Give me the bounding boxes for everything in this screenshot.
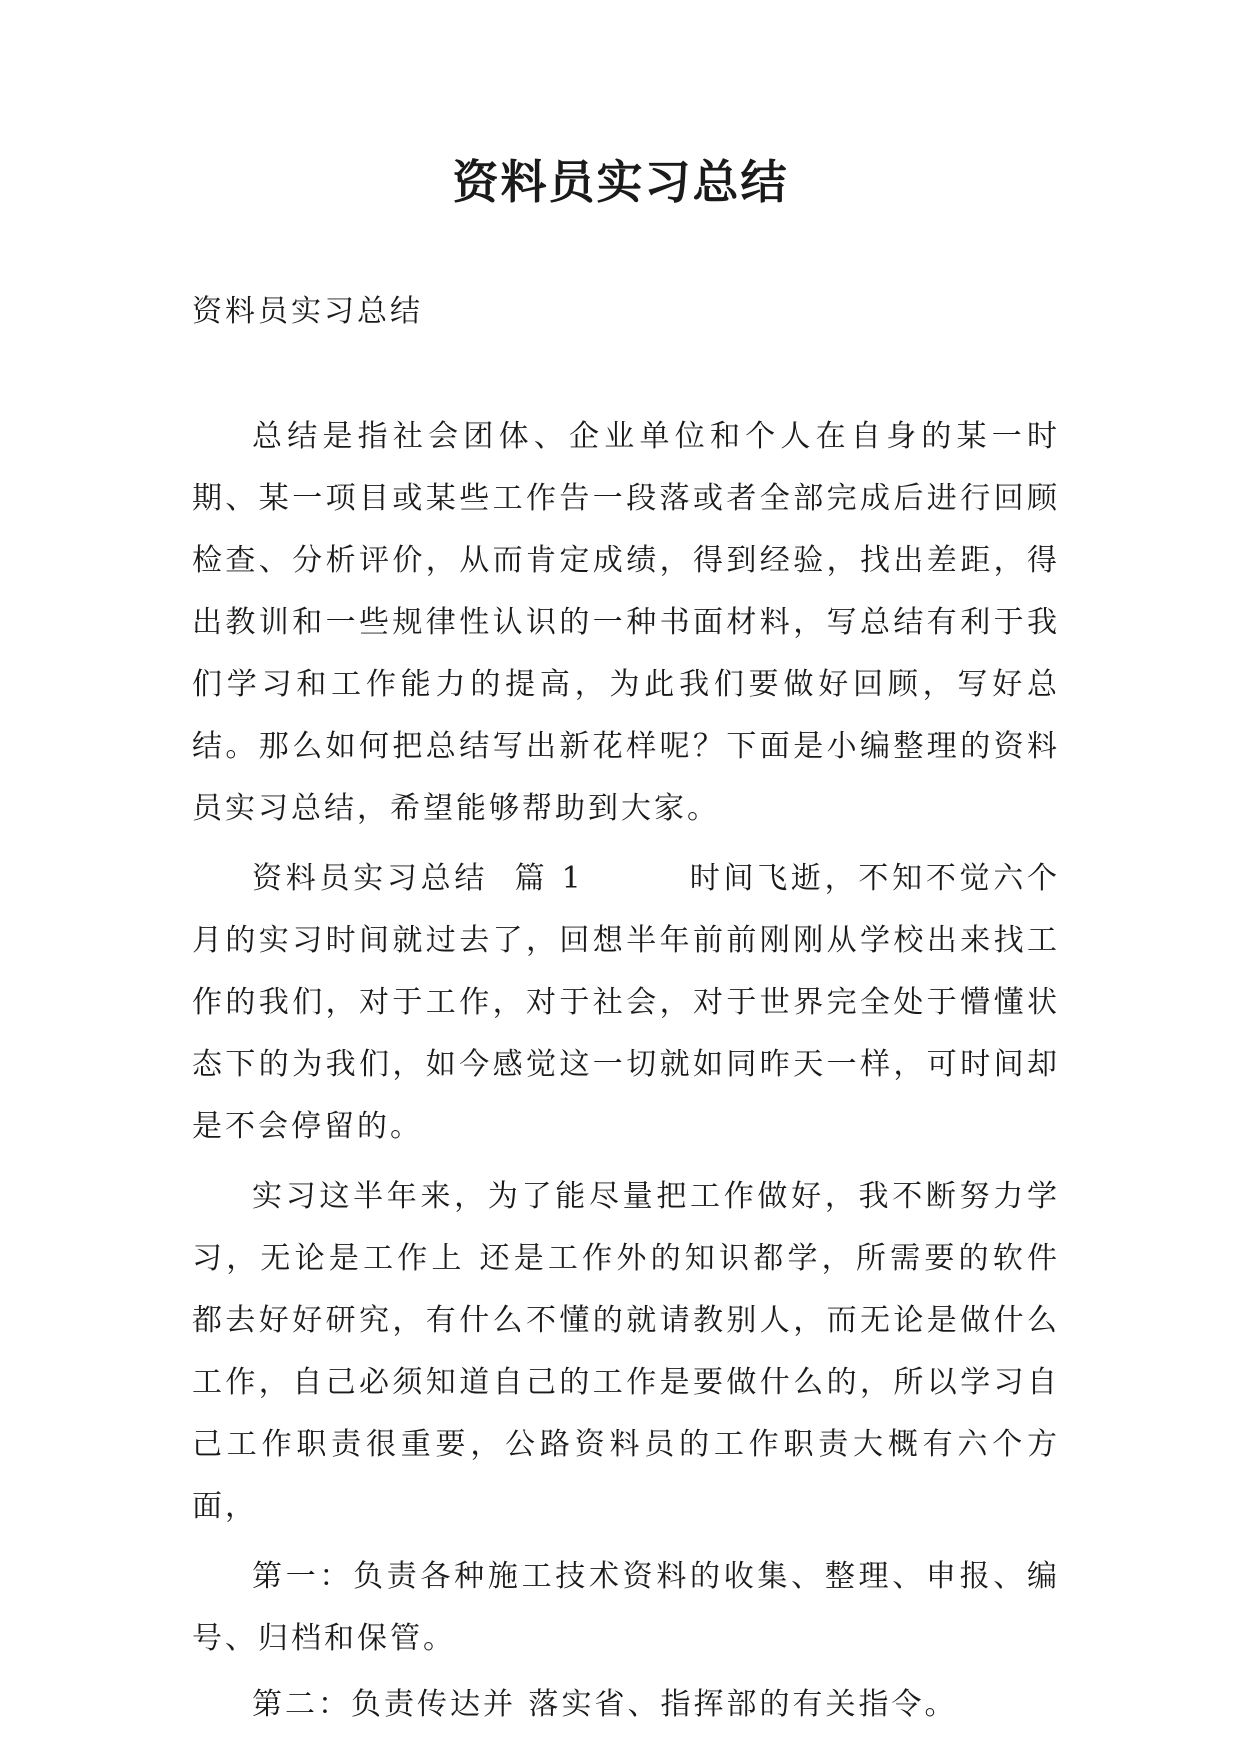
- document-subtitle: 资料员实习总结: [192, 294, 423, 329]
- paragraph-work-duties: 实习这半年来，为了能尽量把工作做好，我不断努力学习，无论是工作上 还是工作外的知识都学，所需要的软件都去好好研究，有什么不懂的就请教别人，而无论是做什么工作，自己必须知道自己的工作是要做什么的，所以学习自己工作职责很重要，公路资料员的工作职责大概有六个方面，: [192, 1179, 1060, 1524]
- paragraph-duty-1: 第一：负责各种施工技术资料的收集、整理、申报、编号、归档和保管。: [192, 1559, 1060, 1656]
- paragraph-duty-2: 第二：负责传达并 落实省、指挥部的有关指令。: [252, 1687, 958, 1722]
- document-body: [192, 406, 1060, 1744]
- document-title: 资料员实习总结: [452, 155, 789, 209]
- paragraph-part-1: 资料员实习总结 篇 1 时间飞逝，不知不觉六个月的实习时间就过去了，回想半年前前刚刚从学校出来找工作的我们，对于工作，对于社会，对于世界完全处于懵懂状态下的为我们，如今感觉这一切就如同昨天一样，可时间却是不会停留的。: [192, 861, 1060, 1144]
- paragraph-intro: 总结是指社会团体、企业单位和个人在自身的某一时期、某一项目或某些工作告一段落或者全部完成后进行回顾检查、分析评价，从而肯定成绩，得到经验，找出差距，得出教训和一些规律性认识的一种书面材料，写总结有利于我们学习和工作能力的提高，为此我们要做好回顾，写好总结。那么如何把总结写出新花样呢？下面是小编整理的资料员实习总结，希望能够帮助到大家。: [192, 419, 1060, 826]
